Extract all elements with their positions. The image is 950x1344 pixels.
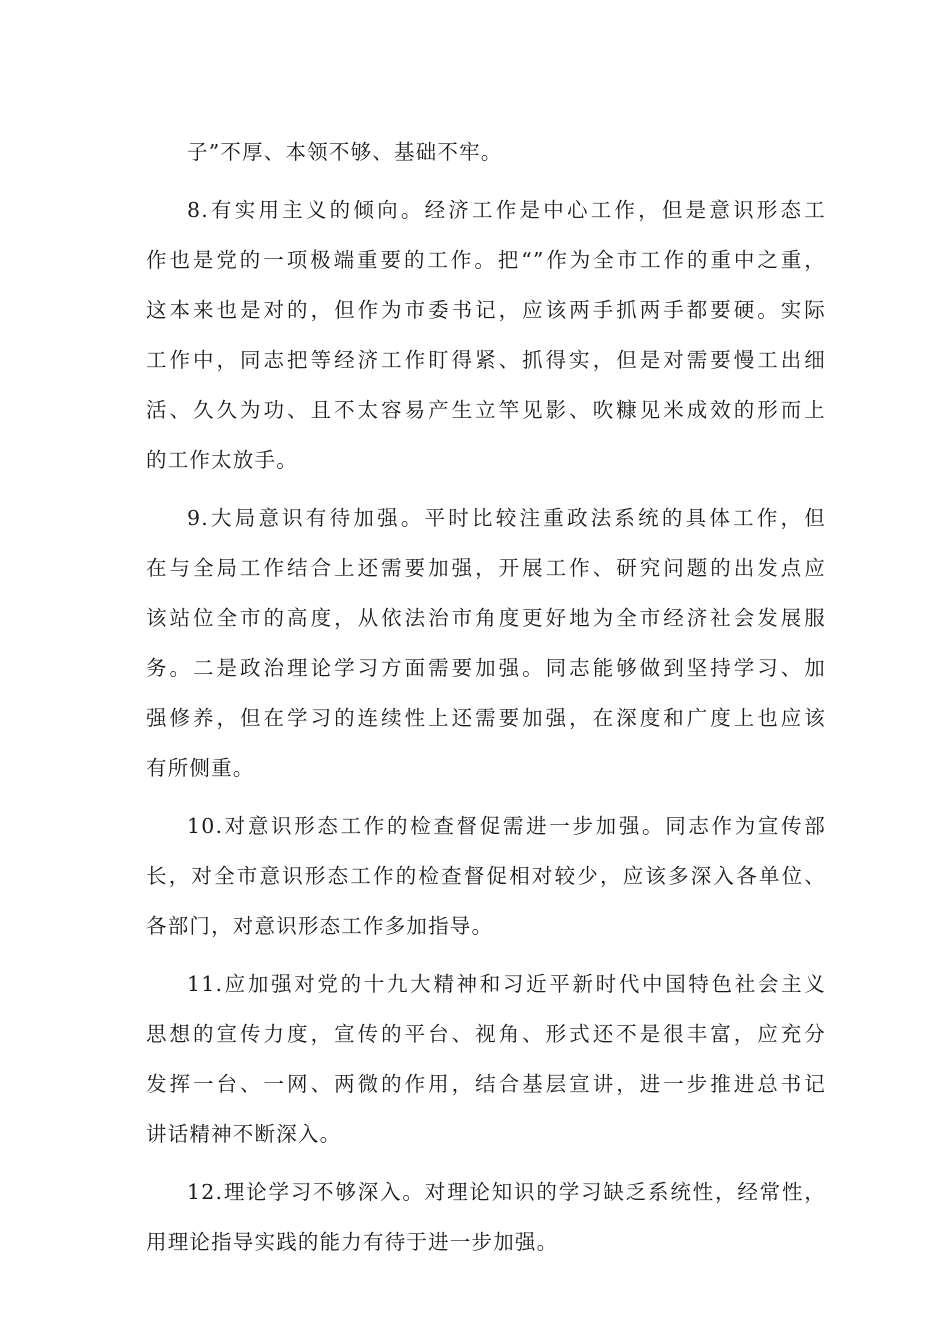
paragraph-item-11 [146, 959, 826, 1159]
paragraph-gap [146, 485, 826, 493]
text-line: 工作中，同志把等经济工作盯得紧、抓得实，但是对需要慢工出细 [146, 348, 826, 372]
text-line: 思想的宣传力度，宣传的平台、视角、形式还不是很丰富，应充分 [146, 1022, 826, 1046]
paragraph-continuation [146, 127, 826, 177]
text-line: 各部门，对意识形态工作多加指导。 [146, 914, 494, 938]
paragraph-gap [146, 177, 826, 185]
text-line: 作也是党的一项极端重要的工作。把“”作为全市工作的重中之重， [146, 248, 826, 272]
text-line: 9.大局意识有待加强。平时比较注重政法系统的具体工作，但 [187, 506, 826, 530]
text-line: 8.有实用主义的倾向。经济工作是中心工作，但是意识形态工 [187, 198, 826, 222]
text-line: 务。二是政治理论学习方面需要加强。同志能够做到坚持学习、加 [146, 656, 826, 680]
text-line: 讲话精神不断深入。 [146, 1122, 342, 1146]
paragraph-gap [146, 951, 826, 959]
paragraph-item-9 [146, 493, 826, 793]
text-line: 用理论指导实践的能力有待于进一步加强。 [146, 1230, 559, 1254]
paragraph-item-12 [146, 1167, 826, 1267]
text-line: 该站位全市的高度，从依法治市角度更好地为全市经济社会发展服 [146, 606, 826, 630]
paragraph-item-10 [146, 801, 826, 951]
text-line: 12.理论学习不够深入。对理论知识的学习缺乏系统性，经常性， [187, 1180, 826, 1204]
text-line: 11.应加强对党的十九大精神和习近平新时代中国特色社会主义 [187, 972, 826, 996]
text-line: 强修养，但在学习的连续性上还需要加强，在深度和广度上也应该 [146, 706, 826, 730]
text-line: 的工作太放手。 [146, 448, 298, 472]
text-line: 10.对意识形态工作的检查督促需进一步加强。同志作为宣传部 [187, 814, 826, 838]
paragraph-item-8 [146, 185, 826, 485]
paragraph-gap [146, 1159, 826, 1167]
text-line: 发挥一台、一网、两微的作用，结合基层宣讲，进一步推进总书记 [146, 1072, 826, 1096]
text-line: 子”不厚、本领不够、基础不牢。 [187, 140, 503, 164]
paragraph-gap [146, 793, 826, 801]
document-body [146, 127, 826, 1267]
text-line: 有所侧重。 [146, 756, 255, 780]
text-line: 长，对全市意识形态工作的检查督促相对较少，应该多深入各单位、 [146, 864, 826, 888]
text-line: 这本来也是对的，但作为市委书记，应该两手抓两手都要硬。实际 [146, 298, 826, 322]
text-line: 在与全局工作结合上还需要加强，开展工作、研究问题的出发点应 [146, 556, 826, 580]
text-line: 活、久久为功、且不太容易产生立竿见影、吹糠见米成效的形而上 [146, 398, 826, 422]
